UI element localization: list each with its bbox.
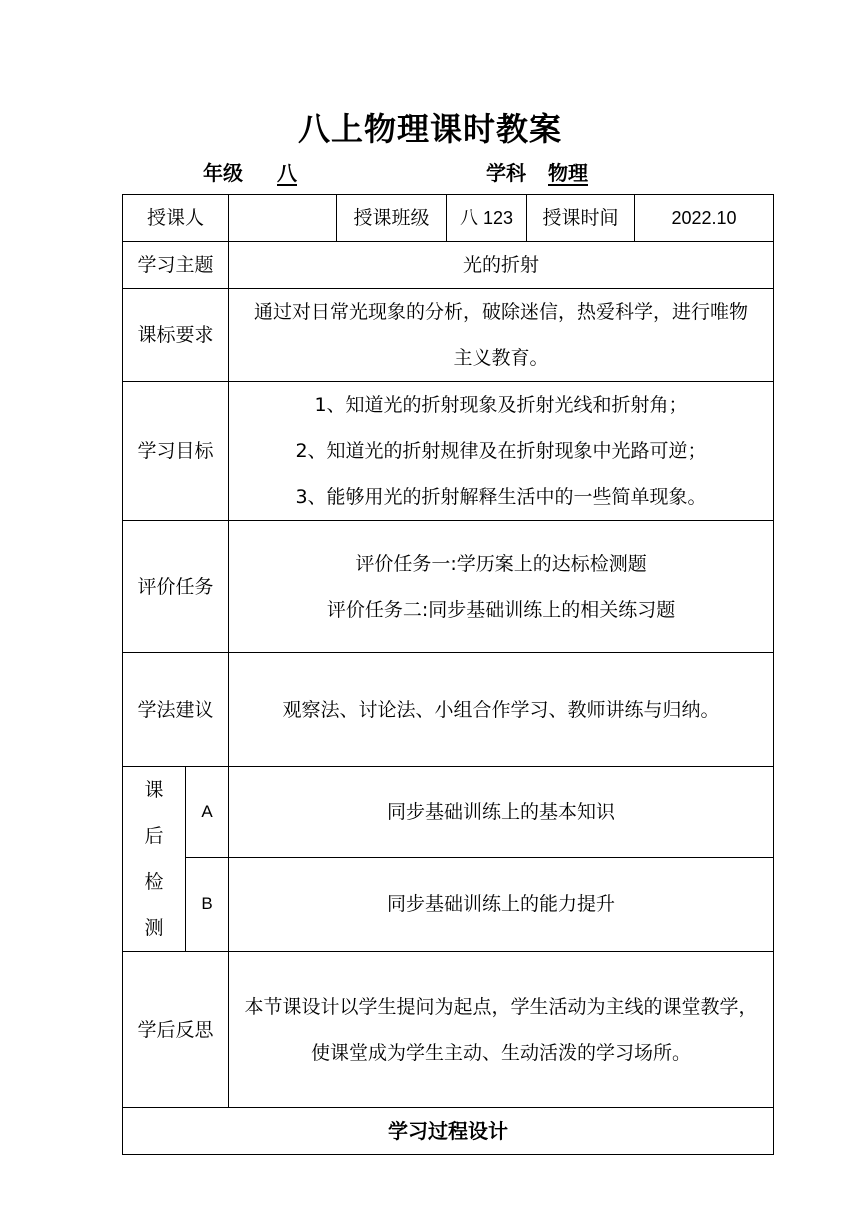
topic-row bbox=[123, 242, 774, 289]
subject-label: 学科 bbox=[486, 161, 526, 185]
after-class-label: 课 后 检 测 bbox=[123, 767, 186, 952]
time-label: 授课时间 bbox=[527, 195, 635, 242]
after-class-row-a bbox=[123, 767, 774, 858]
objective-item: 2、知道光的折射规律及在折射现象中光路可逆； bbox=[295, 440, 707, 462]
after-class-b-label: B bbox=[186, 857, 229, 951]
standard-text bbox=[229, 289, 774, 382]
after-class-a-label: A bbox=[186, 767, 229, 858]
standard-label: 课标要求 bbox=[123, 289, 229, 382]
footer-row bbox=[123, 1108, 774, 1155]
methods-text: 观察法、讨论法、小组合作学习、教师讲练与归纳。 bbox=[229, 653, 774, 767]
grade-line bbox=[203, 157, 339, 186]
topic-label: 学习主题 bbox=[123, 242, 229, 289]
methods-row bbox=[123, 653, 774, 767]
evaluation-item: 评价任务二:同步基础训练上的相关练习题 bbox=[326, 598, 676, 621]
evaluation-text bbox=[229, 521, 774, 653]
teacher-label: 授课人 bbox=[123, 195, 229, 242]
objectives-row bbox=[123, 382, 774, 521]
after-class-row-b bbox=[123, 857, 774, 951]
class-label: 授课班级 bbox=[337, 195, 447, 242]
after-class-a-value: 同步基础训练上的基本知识 bbox=[229, 767, 774, 858]
reflection-text bbox=[229, 952, 774, 1108]
class-value: 八 123 bbox=[447, 195, 527, 242]
objective-item: 1、知道光的折射现象及折射光线和折射角； bbox=[314, 394, 688, 416]
standard-row bbox=[123, 289, 774, 382]
lesson-plan-table bbox=[122, 194, 774, 1155]
grade-label: 年级 bbox=[203, 161, 243, 185]
objective-item: 3、能够用光的折射解释生活中的一些简单现象。 bbox=[295, 486, 707, 508]
standard-line: 主义教育。 bbox=[453, 347, 549, 369]
teacher-value bbox=[229, 195, 337, 242]
after-class-b-value: 同步基础训练上的能力提升 bbox=[229, 857, 774, 951]
objectives-text bbox=[229, 382, 774, 521]
reflection-line: 使课堂成为学生主动、生动活泼的学习场所。 bbox=[311, 1041, 692, 1064]
topic-value: 光的折射 bbox=[229, 242, 774, 289]
process-design-heading: 学习过程设计 bbox=[123, 1108, 774, 1155]
time-value: 2022.10 bbox=[635, 195, 774, 242]
evaluation-item: 评价任务一:学历案上的达标检测题 bbox=[355, 552, 647, 575]
evaluation-label: 评价任务 bbox=[123, 521, 229, 653]
reflection-row bbox=[123, 952, 774, 1108]
reflection-label: 学后反思 bbox=[123, 952, 229, 1108]
reflection-line: 本节课设计以学生提问为起点，学生活动为主线的课堂教学， bbox=[244, 995, 758, 1018]
subject-value: 物理 bbox=[548, 161, 588, 185]
objectives-label: 学习目标 bbox=[123, 382, 229, 521]
evaluation-row bbox=[123, 521, 774, 653]
teacher-row bbox=[123, 195, 774, 242]
page-title: 八上物理课时教案 bbox=[297, 110, 562, 148]
methods-label: 学法建议 bbox=[123, 653, 229, 767]
standard-line: 通过对日常光现象的分析，破除迷信，热爱科学，进行唯物 bbox=[254, 301, 749, 323]
subject-line bbox=[486, 157, 654, 186]
grade-value: 八 bbox=[277, 161, 297, 185]
